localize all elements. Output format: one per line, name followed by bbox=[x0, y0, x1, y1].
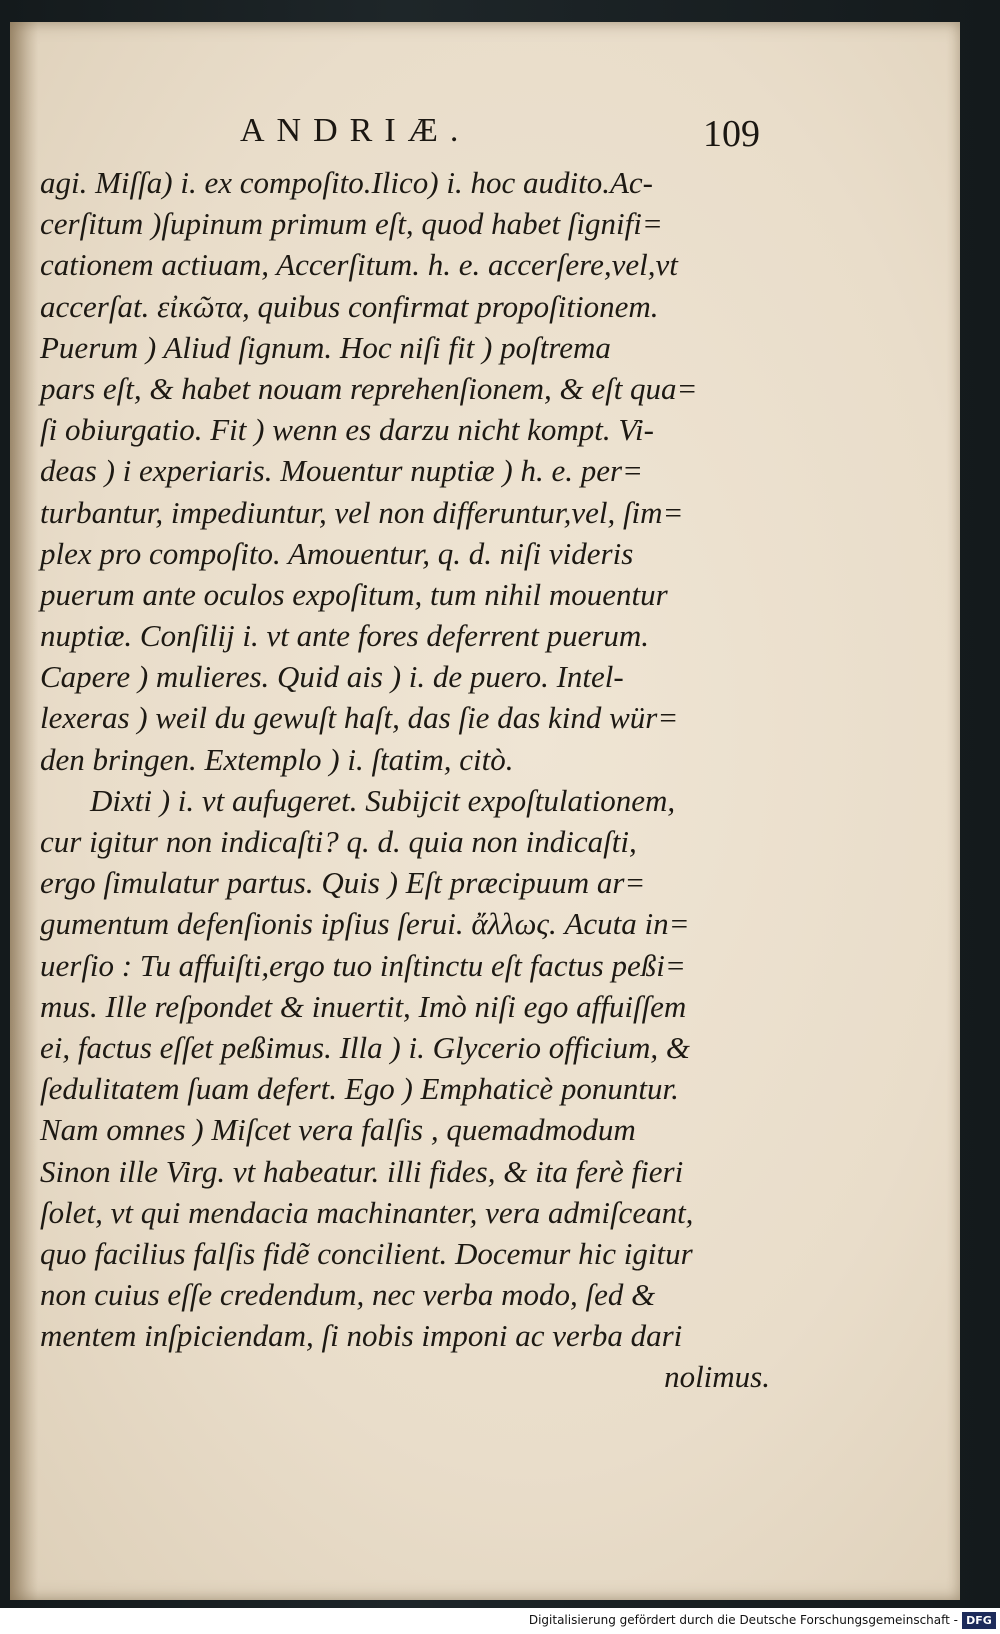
digitization-footer bbox=[0, 1608, 1000, 1634]
text-line: deas ) i experiaris. Mouentur nuptiæ ) h. e. per= bbox=[40, 453, 643, 489]
text-line: puerum ante oculos expoſitum, tum nihil mouentur bbox=[40, 576, 668, 612]
funding-credit: Digitalisierung gefördert durch die Deutsche Forschungsgemeinschaft - bbox=[528, 1613, 958, 1627]
text-line: mus. Ille reſpondet & inuertit, Imò niſi ego affuiſſem bbox=[40, 988, 687, 1024]
text-line: ergo ſimulatur partus. Quis ) Eſt præcipuum ar= bbox=[40, 865, 646, 901]
text-line: cur igitur non indicaſti? q. d. quia non indicaſti, bbox=[40, 824, 637, 859]
text-line: Sinon ille Virg. vt habeatur. illi fides, & ita ferè fieri bbox=[40, 1153, 684, 1189]
text-line: mentem inſpiciendam, ſi nobis imponi ac verba dari bbox=[40, 1318, 683, 1354]
text-line: cationem actiuam, Accerſitum. h. e. accerſere,vel,vt bbox=[40, 247, 678, 283]
text-line: ſolet, vt qui mendacia machinanter, vera admiſceant, bbox=[40, 1194, 694, 1230]
text-line: agi. Miſſa) i. ex compoſito.Ilico) i. hoc audito.Ac- bbox=[40, 165, 653, 200]
text-line: ſi obiurgatio. Fit ) wenn es darzu nicht kompt. Vi- bbox=[40, 412, 654, 448]
running-title: ANDRIÆ. bbox=[240, 112, 471, 149]
text-line: den bringen. Extemplo ) i. ſtatim, citò. bbox=[40, 741, 514, 777]
dfg-logo: DFG bbox=[962, 1612, 996, 1629]
text-line: Nam omnes ) Miſcet vera falſis , quemadmodum bbox=[40, 1112, 636, 1148]
text-line: cerſitum )ſupinum primum eſt, quod habet ſignifi= bbox=[40, 206, 663, 242]
text-line: ſedulitatem ſuam defert. Ego ) Emphaticè ponuntur. bbox=[40, 1071, 679, 1107]
page-number: 109 bbox=[703, 113, 760, 155]
text-line: uerſio : Tu affuiſti,ergo tuo inſtinctu eſt factus peßi= bbox=[40, 947, 686, 983]
text-line: gumentum defenſionis ipſius ſerui. ἄλλως. Acuta in= bbox=[40, 906, 690, 942]
text-line: Puerum ) Aliud ſignum. Hoc niſi fit ) poſtrema bbox=[40, 329, 611, 365]
text-line: turbantur, impediuntur, vel non differuntur,vel, ſim= bbox=[40, 494, 684, 530]
text-line: quo facilius falſis fidẽ concilient. Docemur hic igitur bbox=[40, 1235, 693, 1271]
text-line: lexeras ) weil du gewuſt haſt, das ſie das kind wür= bbox=[40, 700, 679, 736]
text-line: accerſat. εἰκῶτα, quibus confirmat propoſitionem. bbox=[40, 288, 659, 324]
commentary-text bbox=[40, 162, 770, 1398]
text-line: nolimus. bbox=[664, 1359, 770, 1395]
text-line: plex pro compoſito. Amouentur, q. d. niſi videris bbox=[40, 535, 634, 571]
page-gutter-shadow bbox=[10, 22, 38, 1600]
text-line: Dixti ) i. vt aufugeret. Subijcit expoſtulationem, bbox=[90, 782, 676, 818]
text-line: Capere ) mulieres. Quid ais ) i. de puero. Intel- bbox=[40, 659, 624, 695]
text-line: nuptiæ. Conſilij i. vt ante fores deferrent puerum. bbox=[40, 618, 650, 654]
text-line: non cuius eſſe credendum, nec verba modo, ſed & bbox=[40, 1277, 656, 1313]
text-line: ei, factus eſſet peßimus. Illa ) i. Glycerio officium, & bbox=[40, 1029, 691, 1065]
text-line: pars eſt, & habet nouam reprehenſionem, & eſt qua= bbox=[40, 370, 698, 406]
page-header bbox=[40, 112, 760, 160]
